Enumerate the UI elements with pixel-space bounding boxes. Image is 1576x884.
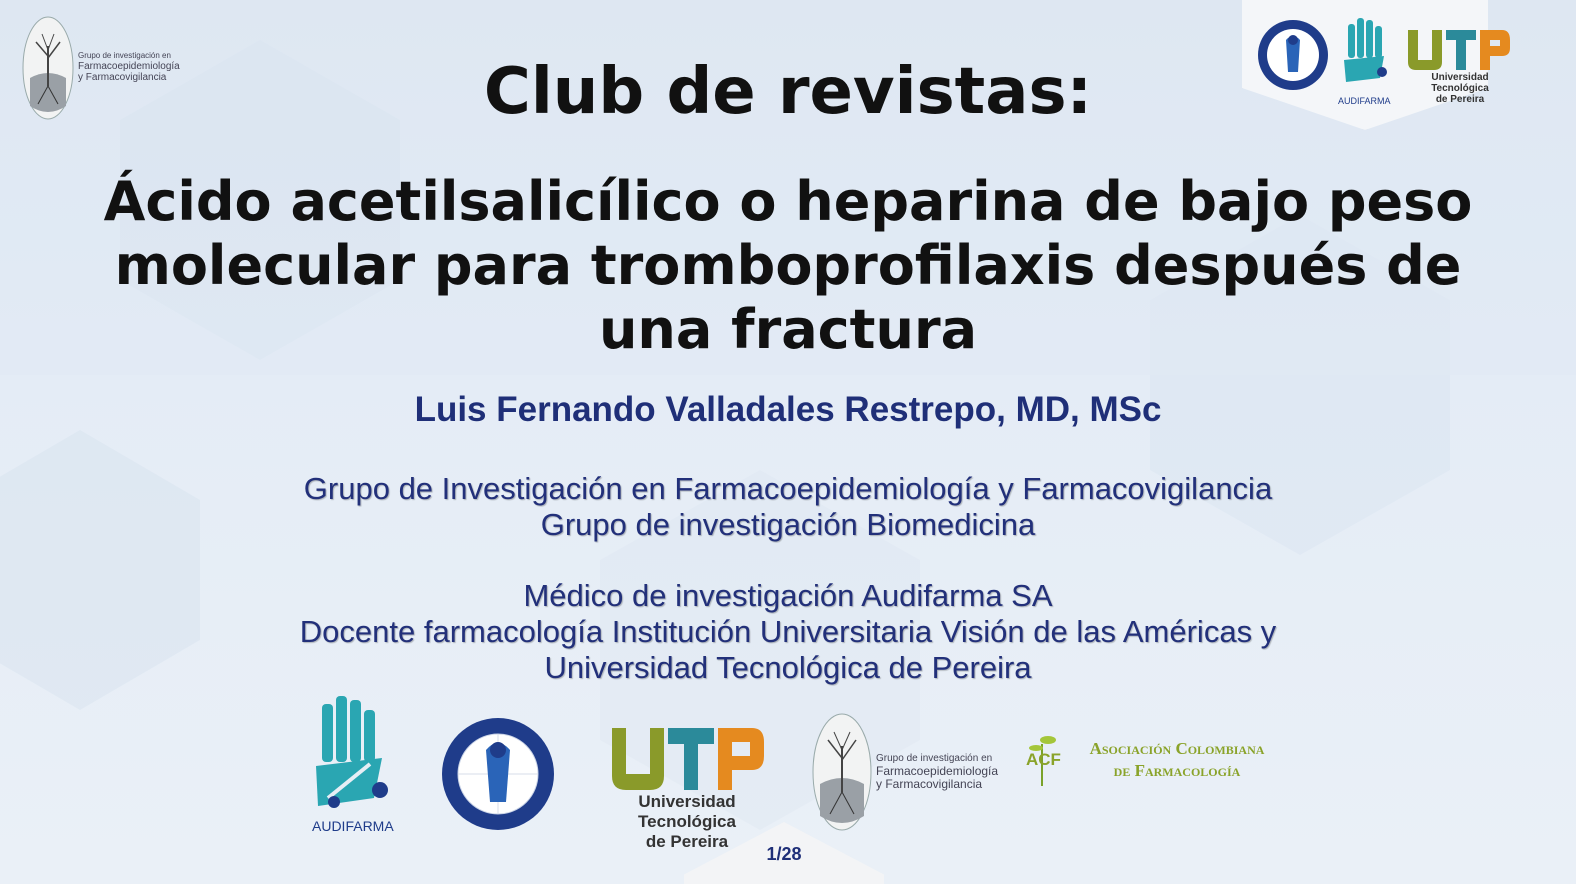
acf-line-1: Asociación Colombiana xyxy=(1089,739,1265,758)
hand-logo-icon xyxy=(308,694,398,818)
group-logo-text-2: Farmacoepidemiología xyxy=(78,61,180,72)
affiliation-block-1 xyxy=(100,471,1476,543)
group-logo-bottom xyxy=(812,712,1012,832)
audifarma-label: AUDIFARMA xyxy=(312,818,394,834)
group-logo-text-2: Farmacoepidemiología xyxy=(876,764,999,778)
affiliation-line: Grupo de investigación Biomedicina xyxy=(540,507,1036,542)
utp-small-line-2: de Pereira xyxy=(1435,94,1485,105)
slide-title: Club de revistas: xyxy=(483,55,1093,129)
affiliation-block-2 xyxy=(100,578,1476,686)
utp-small-line-1: Universidad Tecnológica xyxy=(1431,72,1489,94)
author-name: Luis Fernando Valladales Restrepo, MD, MSc xyxy=(414,390,1162,429)
audifarma-small-label: AUDIFARMA xyxy=(1338,96,1391,106)
utp-line-2: de Pereira xyxy=(645,832,729,851)
group-logo-text-3: y Farmacovigilancia xyxy=(78,72,167,83)
acf-line-2: de Farmacología xyxy=(1113,761,1241,780)
acf-logo xyxy=(1024,730,1294,790)
affiliation-line: Universidad Tecnológica de Pereira xyxy=(544,650,1032,685)
group-logo-text-1: Grupo de investigación en xyxy=(78,51,171,60)
audifarma-logo xyxy=(308,694,398,836)
group-logo-text-1: Grupo de investigación en xyxy=(876,753,993,764)
acf-abbr: ACF xyxy=(1026,750,1061,769)
utp-mark-icon xyxy=(608,724,768,792)
slide-subtitle: Ácido acetilsalicílico o heparina de bajo peso molecular para tromboprofilaxis después de una fractura xyxy=(103,170,1473,361)
affiliation-line: Docente farmacología Institución Universitaria Visión de las Américas y xyxy=(299,614,1277,649)
tree-emblem-icon xyxy=(812,712,872,832)
utp-line-1: Universidad Tecnológica xyxy=(638,792,736,831)
affiliation-line: Médico de investigación Audifarma SA xyxy=(523,578,1053,613)
affiliation-line: Grupo de Investigación en Farmacoepidemiología y Farmacovigilancia xyxy=(303,471,1273,506)
group-logo-text-3: y Farmacovigilancia xyxy=(876,777,983,791)
iuva-seal-icon xyxy=(440,716,556,832)
page-indicator: 1/28 xyxy=(766,844,802,864)
utp-logo xyxy=(606,724,768,851)
